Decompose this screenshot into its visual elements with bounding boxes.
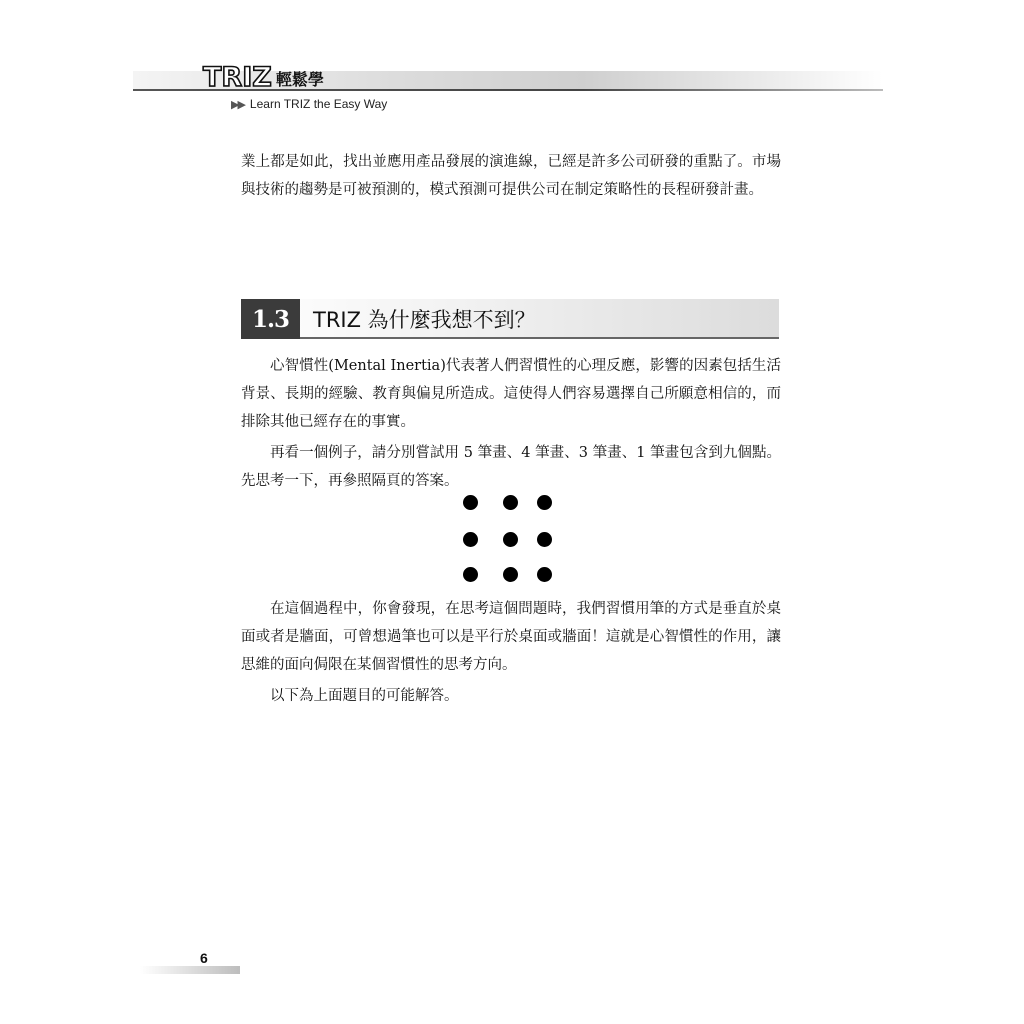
dot [503,532,518,547]
dot [463,532,478,547]
dot [537,495,552,510]
paragraph-pen-direction: 在這個過程中，你會發現，在思考這個問題時，我們習慣用筆的方式是垂直於桌面或者是牆面，可曾想過筆也可以是平行於桌面或牆面！這就是心智慣性的作用，讓思維的面向侷限在某個習慣性的思考方向。 [241,601,781,673]
subtitle-text: Learn TRIZ the Easy Way [249,97,388,111]
paragraph-mental-inertia: 心智慣性(Mental Inertia)代表著人們習慣性的心理反應，影響的因素包括生活背景、長期的經驗、教育與偏見所造成。這使得人們容易選擇自己所願意相信的，而排除其他已經存在的事實。 [241,358,781,430]
logo-suffix: 輕鬆學 [275,70,324,89]
header-subtitle [231,97,387,111]
section-title: TRIZ 為什麼我想不到？ [313,308,536,332]
intro-paragraph: 業上都是如此，找出並應用產品發展的演進線，已經是許多公司研發的重點了。市場與技術的趨勢是可被預測的，模式預測可提供公司在制定策略性的長程研發計畫。 [241,154,781,198]
dot [503,567,518,582]
nine-dot-grid [463,495,559,591]
double-arrow-icon: ▶▶ [231,97,244,111]
dot [537,532,552,547]
logo-word: TRIZ [203,62,272,93]
dot [463,495,478,510]
footer-gradient-bar [140,966,240,974]
header-logo [203,61,324,91]
page-number: 6 [200,950,208,966]
paragraph-answer-note: 以下為上面題目的可能解答。 [270,688,459,704]
dot [463,567,478,582]
section-heading-rule [241,337,779,339]
section-heading [241,299,779,339]
dot [537,567,552,582]
section-number: 1.3 [241,299,300,339]
paragraph-example: 再看一個例子，請分別嘗試用 5 筆畫、4 筆畫、3 筆畫、1 筆畫包含到九個點。先思考一下，再參照隔頁的答案。 [241,445,781,489]
dot [503,495,518,510]
